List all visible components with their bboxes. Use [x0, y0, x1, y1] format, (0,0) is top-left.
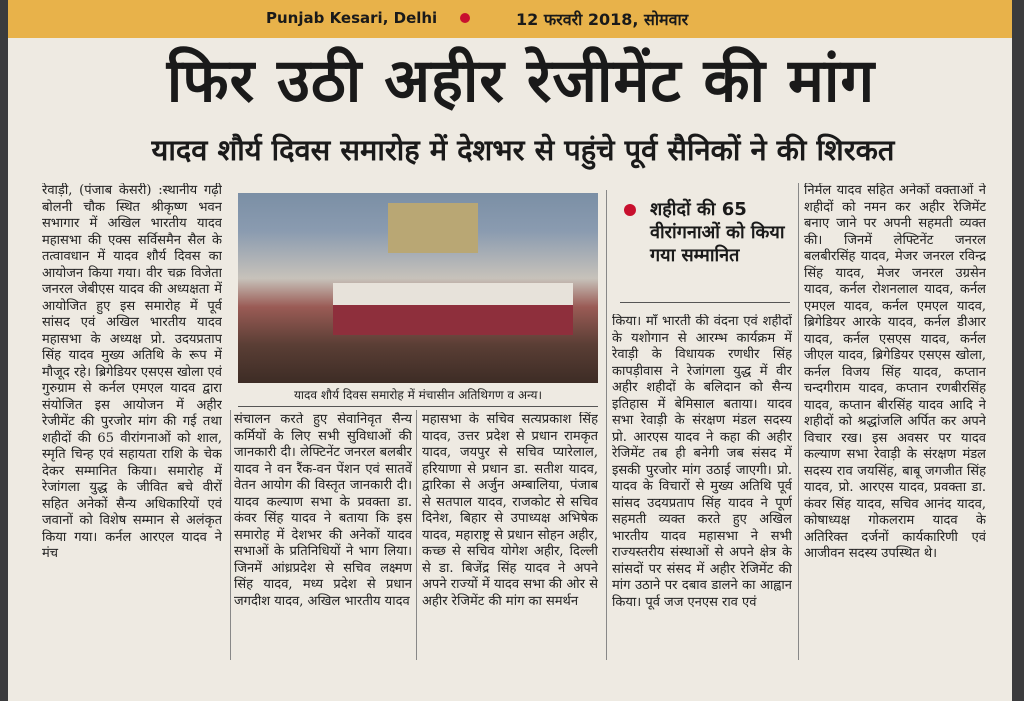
divider: [620, 302, 790, 303]
article-column-1: रेवाड़ी, (पंजाब केसरी) :स्थानीय गढ़ी बोलनी चौक स्थित श्रीकृष्ण भवन सभागार में अखिल भारतीय यादव महासभा की एक्स सर्विसमैन सैल के तत्वावधान में यादव शौर्य दिवस का आयोजन किया गया। वीर चक्र विजेता जनरल जेबीएस यादव की अध्यक्षता में आयोजित हुए इस समारोह में पूर्व सांसद एवं अखिल भारतीय यादव महासभा के अध्यक्ष प्रो. उदयप्रताप सिंह यादव मुख्य अतिथि के रूप में मौजूद रहे। ब्रिगेडियर एसएस खोला एवं गुरुग्राम से कर्नल एमएल यादव द्वारा संयोजित इस आयोजन में अहीर रेजीमेंट की पुरजोर मांग की गई तथा शहीदों की 65 वीरांगनाओं को शाल, स्मृति चिन्ह एवं सहायता राशि के चेक देकर सम्मानित किया। समारोह में रेजांगला युद्ध के जीवित बचे वीरों सहित अनेकों सैन्य अधिकारियों एवं जवानों को विशेष सम्मान से अलंकृत किया गया। कर्नल आरएल यादव ने मंच: [42, 183, 222, 561]
article-column-2: संचालन करते हुए सेवानिवृत सैन्य कर्मियों के लिए सभी सुविधाओं की जानकारी दी। लेफ्टिनेंट जनरल बलबीर यादव ने वन रैंक-वन पेंशन एवं सातवें वेतन आयोग की विस्तृत जानकारी दी। यादव कल्याण सभा के प्रवक्ता डा. कंवर सिंह यादव ने बताया कि इस समारोह में देशभर की अनेकों यादव सभाओं के प्रतिनिधियों ने भाग लिया। जिनमें आंध्रप्रदेश से सचिव लक्ष्मण सिंह यादव, मध्य प्रदेश से प्रधान जगदीश यादव, अखिल भारतीय यादव: [234, 412, 412, 609]
publication-date: 12 फरवरी 2018, सोमवार: [516, 10, 689, 29]
column-divider: [416, 410, 417, 660]
subheadline: यादव शौर्य दिवस समारोह में देशभर से पहुंचे पूर्व सैनिकों ने की शिरकत: [151, 133, 895, 167]
article-column-4: किया। माँ भारती की वंदना एवं शहीदों के यशोगान से आरम्भ कार्यक्रम में रेवाड़ी के विधायक रणधीर सिंह कापड़ीवास ने रेजांगला युद्ध में वीर अहीर शहीदों के बलिदान को सैन्य इतिहास में बेमिसाल बताया। यादव सभा रेवाड़ी के संरक्षण मंडल सदस्य प्रो. आरएस यादव ने कहा की अहीर रेजिमेंट तब ही बनेगी जब संसद में इसकी पुरजोर मांग उठाई जाएगी। प्रो. यादव के विचारों से मुख्य अतिथि पूर्व सांसद उदयप्रताप सिंह यादव ने पूर्ण सहमती व्यक्त करते हुए अखिल भारतीय यादव महासभा ने सभी राज्यस्तरीय संस्थाओं से अपने क्षेत्र के सांसदों पर संसद में अहीर रेजिमेंट की मांग उठाने पर दबाव डालने का आह्वान किया। पूर्व जज एनएस राव एवं: [612, 314, 792, 610]
column-divider: [798, 183, 799, 660]
stage-table: [333, 283, 573, 305]
newspaper-page: [8, 0, 1012, 701]
bullet-dot: [460, 13, 470, 23]
photo-caption: यादव शौर्य दिवस समारोह में मंचासीन अतिथिगण व अन्य।: [293, 388, 543, 402]
event-photo: [238, 193, 598, 383]
column-divider: [230, 410, 231, 660]
callout-text: शहीदों की 65 वीरांगनाओं को किया गया सम्मानित: [650, 199, 785, 266]
article-column-3: महासभा के सचिव सत्यप्रकाश सिंह यादव, उत्तर प्रदेश से प्रधान रामकृत यादव, जयपुर से सचिव प्यारेलाल, हरियाणा से प्रधान डा. सतीश यादव, द्वारिका से अर्जुन अम्बालिया, पंजाब से सतपाल यादव, राजकोट से सचिव दिनेश, बिहार से उपाध्यक्ष अभिषेक यादव, महाराष्ट्र से प्रधान सोहन अहीर, कच्छ से सचिव योगेश अहीर, दिल्ली से डा. बिजेंद्र सिंह यादव ने अपने अपने राज्यों में यादव सभा की ओर से अहीर रेजिमेंट की मांग का समर्थन: [422, 412, 598, 609]
masthead-bar: [8, 0, 1012, 38]
publication-name: Punjab Kesari, Delhi: [266, 9, 438, 27]
table-skirt: [333, 305, 573, 335]
headline: फिर उठी अहीर रेजीमेंट की मांग: [166, 46, 876, 116]
divider: [238, 406, 598, 407]
callout-box: [620, 198, 790, 267]
article-column-5: निर्मल यादव सहित अनेकों वक्ताओं ने शहीदों को नमन कर अहीर रेजिमेंट बनाए जाने पर अपनी सहमती व्यक्त की। जिनमें लेफ्टिनेंट जनरल बलबीरसिंह यादव, मेजर जनरल रविन्द्र सिंह यादव, मेजर जनरल उग्रसेन यादव, कर्नल रोशनलाल यादव, कर्नल एमएल यादव, कर्नल एमएल यादव, ब्रिगेडियर आरके यादव, कर्नल डीआर यादव, कर्नल एसएस यादव, कर्नल जीएल यादव, ब्रिगेडियर एसएस खोला, कर्नल विजय सिंह यादव, कप्तान चन्दगीराम यादव, कप्तान रणबीरसिंह यादव, कप्तान बीरसिंह यादव आदि ने शहीदों को श्रद्धांजलि अर्पित कर अपने विचार रख। इस अवसर पर यादव कल्याण सभा रेवाड़ी के संरक्षण मंडल सदस्य राव जयसिंह, बाबू जगजीत सिंह यादव, प्रो. आरएस यादव, प्रवक्ता डा. कंवर सिंह यादव, सचिव आनंद यादव, कोषाध्यक्ष गोकलराम यादव के अतिरिक्त दर्जनों कार्यकारिणी एवं आजीवन सदस्य उपस्थित थे।: [804, 183, 986, 561]
stage-banner: [388, 203, 478, 253]
column-divider: [606, 190, 607, 660]
callout-bullet: [624, 204, 636, 216]
